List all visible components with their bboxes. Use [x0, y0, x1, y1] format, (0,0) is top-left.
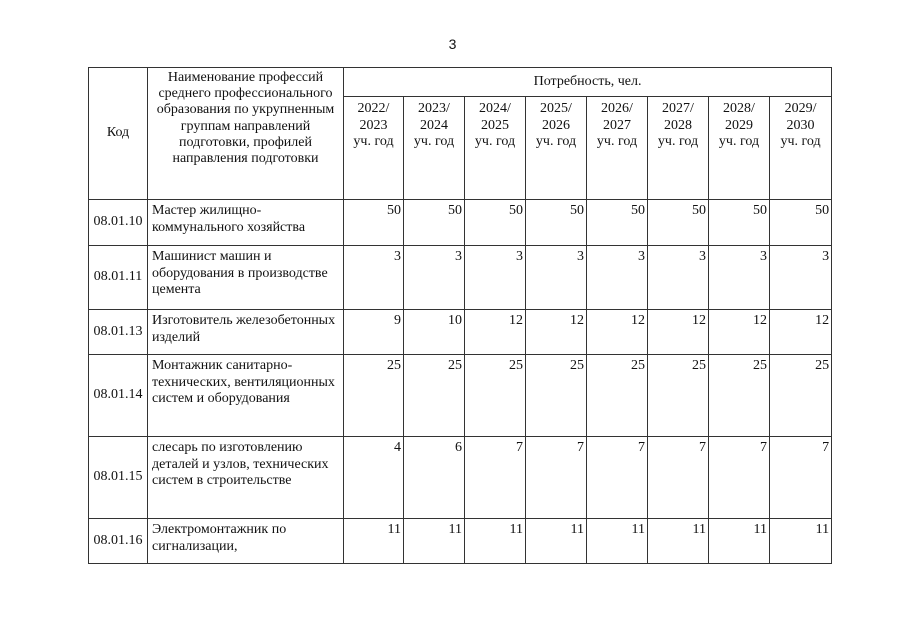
header-year-line: 2030	[786, 117, 815, 133]
row-value-year-6: 25	[709, 355, 770, 437]
header-year-line: уч. год	[780, 134, 821, 149]
table-row	[89, 310, 832, 355]
row-value-year-0: 25	[344, 355, 404, 437]
row-value-year-1: 6	[404, 437, 465, 519]
header-year-line: 2025/	[540, 101, 572, 116]
header-year-0	[344, 97, 404, 200]
row-value-year-4: 3	[587, 246, 648, 310]
header-year-line: 2024/	[479, 101, 511, 116]
row-value-year-7: 7	[770, 437, 832, 519]
row-value-year-3: 12	[526, 310, 587, 355]
row-value-year-6: 12	[709, 310, 770, 355]
header-year-line: 2024	[420, 117, 448, 133]
header-year-5	[648, 97, 709, 200]
table-row	[89, 437, 832, 519]
header-year-line: 2022/	[357, 101, 390, 116]
header-year-line: уч. год	[596, 134, 638, 149]
row-code: 08.01.16	[89, 519, 148, 564]
row-profession-name: Машинист машин и оборудования в производстве цемента	[148, 246, 344, 310]
header-year-line: 2029	[725, 117, 753, 133]
header-year-line: уч. год	[413, 134, 455, 149]
header-year-line: 2026/	[601, 101, 633, 116]
row-value-year-2: 12	[465, 310, 526, 355]
table-row	[89, 200, 832, 246]
row-value-year-5: 25	[648, 355, 709, 437]
row-value-year-4: 25	[587, 355, 648, 437]
row-value-year-5: 7	[648, 437, 709, 519]
header-year-7	[770, 97, 832, 200]
row-value-year-6: 7	[709, 437, 770, 519]
row-value-year-7: 11	[770, 519, 832, 564]
row-value-year-5: 11	[648, 519, 709, 564]
header-code: Код	[89, 68, 148, 200]
row-value-year-6: 50	[709, 200, 770, 246]
header-row-top	[89, 68, 832, 97]
header-year-4	[587, 97, 648, 200]
header-year-line: 2026	[542, 117, 570, 133]
row-value-year-1: 11	[404, 519, 465, 564]
row-value-year-5: 12	[648, 310, 709, 355]
header-year-line: 2028/	[723, 101, 755, 116]
needs-table	[88, 67, 832, 564]
row-value-year-0: 11	[344, 519, 404, 564]
row-profession-name: Изготовитель железобетонных изделий	[148, 310, 344, 355]
row-value-year-7: 25	[770, 355, 832, 437]
row-value-year-7: 12	[770, 310, 832, 355]
row-value-year-3: 3	[526, 246, 587, 310]
row-value-year-3: 11	[526, 519, 587, 564]
row-value-year-4: 7	[587, 437, 648, 519]
table-row	[89, 355, 832, 437]
row-value-year-3: 50	[526, 200, 587, 246]
row-code: 08.01.14	[89, 355, 148, 437]
header-year-line: уч. год	[718, 134, 760, 149]
row-value-year-2: 25	[465, 355, 526, 437]
table-body	[89, 200, 832, 564]
header-year-line: 2023/	[418, 101, 450, 116]
header-profession-name: Наименование профессий среднего профессионального образования по укрупненным группам направлений подготовки, профилей направления подготовки	[148, 68, 344, 200]
row-profession-name: Электромонтажник по сигнализации,	[148, 519, 344, 564]
row-value-year-0: 4	[344, 437, 404, 519]
header-year-line: уч. год	[474, 134, 516, 149]
header-year-line: 2025	[481, 117, 509, 133]
row-value-year-3: 25	[526, 355, 587, 437]
header-year-line: 2027	[603, 117, 631, 133]
row-code: 08.01.10	[89, 200, 148, 246]
row-profession-name: Мастер жилищно-коммунального хозяйства	[148, 200, 344, 246]
page-number: 3	[448, 36, 457, 52]
header-year-1	[404, 97, 465, 200]
row-value-year-5: 50	[648, 200, 709, 246]
header-year-line: 2027/	[662, 101, 694, 116]
table-row	[89, 246, 832, 310]
row-value-year-6: 3	[709, 246, 770, 310]
row-value-year-6: 11	[709, 519, 770, 564]
row-value-year-1: 50	[404, 200, 465, 246]
row-value-year-4: 50	[587, 200, 648, 246]
row-value-year-0: 9	[344, 310, 404, 355]
header-year-line: уч. год	[657, 134, 699, 149]
header-year-line: уч. год	[353, 134, 394, 149]
header-year-6	[709, 97, 770, 200]
row-value-year-3: 7	[526, 437, 587, 519]
header-year-3	[526, 97, 587, 200]
row-value-year-2: 7	[465, 437, 526, 519]
row-profession-name: Монтажник санитарно-технических, вентиляционных систем и оборудования	[148, 355, 344, 437]
header-year-2	[465, 97, 526, 200]
row-value-year-2: 50	[465, 200, 526, 246]
row-code: 08.01.15	[89, 437, 148, 519]
row-profession-name: слесарь по изготовлению деталей и узлов, технических систем в строительстве	[148, 437, 344, 519]
row-value-year-1: 10	[404, 310, 465, 355]
row-value-year-2: 11	[465, 519, 526, 564]
header-year-line: 2029/	[784, 101, 817, 116]
row-value-year-7: 3	[770, 246, 832, 310]
row-code: 08.01.13	[89, 310, 148, 355]
row-code: 08.01.11	[89, 246, 148, 310]
header-year-line: 2023	[359, 117, 388, 133]
row-value-year-1: 3	[404, 246, 465, 310]
row-value-year-1: 25	[404, 355, 465, 437]
header-year-line: 2028	[664, 117, 692, 133]
row-value-year-0: 50	[344, 200, 404, 246]
header-year-line: уч. год	[535, 134, 577, 149]
row-value-year-5: 3	[648, 246, 709, 310]
row-value-year-4: 12	[587, 310, 648, 355]
row-value-year-7: 50	[770, 200, 832, 246]
row-value-year-4: 11	[587, 519, 648, 564]
row-value-year-0: 3	[344, 246, 404, 310]
table-row	[89, 519, 832, 564]
header-need: Потребность, чел.	[344, 68, 832, 97]
row-value-year-2: 3	[465, 246, 526, 310]
